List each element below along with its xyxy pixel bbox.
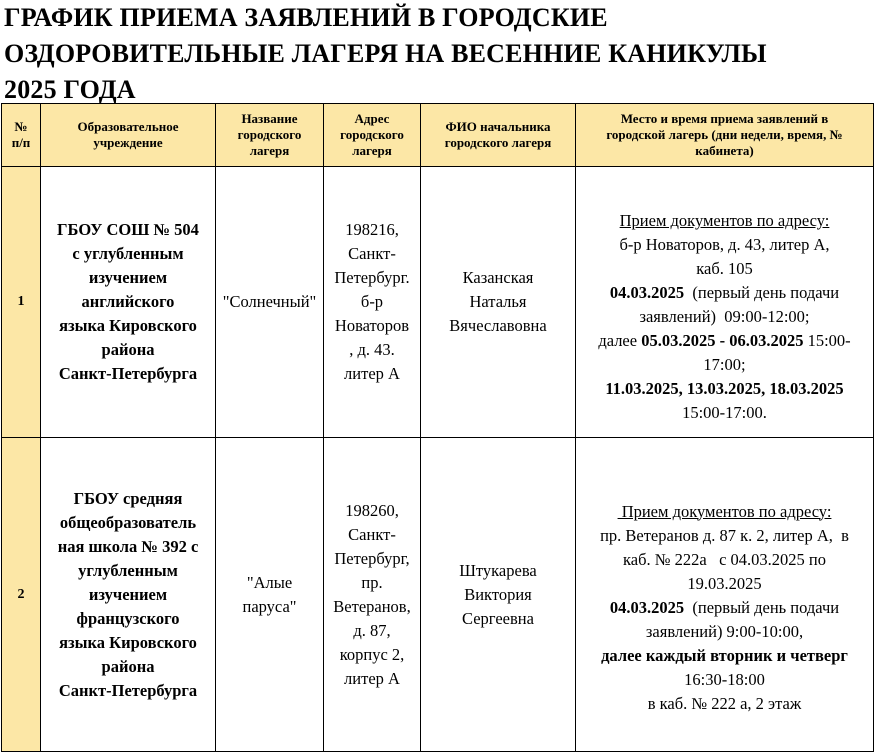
- school-line: ГБОУ средняя: [73, 488, 183, 508]
- school-line: с углубленным: [72, 244, 184, 263]
- head-name-line: Вячеславовна: [449, 316, 547, 335]
- address-line: пр.: [361, 572, 383, 592]
- address-line: Петербург,: [334, 548, 410, 568]
- school-line: языка Кировского: [59, 632, 197, 652]
- camp-name-cell: "Солнечный": [216, 167, 324, 438]
- school-line: общеобразователь: [59, 512, 197, 532]
- next-time: 15:00-: [803, 331, 851, 350]
- header-schedule: [576, 104, 874, 167]
- school-line: углубленным: [78, 560, 178, 580]
- header-text: Название: [241, 111, 298, 126]
- header-text: ФИО начальника: [445, 119, 551, 134]
- address-line: Санкт-: [348, 524, 396, 544]
- first-day-text: (первый день подачи: [684, 283, 840, 302]
- row-number: 1: [2, 167, 41, 438]
- schedule-room: каб. 105: [696, 259, 753, 278]
- address-line: 198260,: [345, 500, 399, 520]
- title-line-3: 2025 ГОДА: [4, 75, 136, 104]
- school-line: изучением: [88, 268, 168, 287]
- header-camp-head: [421, 104, 576, 167]
- address-line: 198216,: [345, 220, 399, 239]
- schedule-room-floor: в каб. № 222 а, 2 этаж: [647, 693, 802, 713]
- header-text: кабинета): [695, 143, 754, 158]
- head-name-line: Казанская: [462, 268, 534, 287]
- header-text: Адрес: [354, 111, 390, 126]
- header-text: лагеря: [249, 143, 290, 158]
- document-title: [4, 0, 872, 108]
- weekly-time: 16:30-18:00: [684, 669, 765, 689]
- header-text: городского лагеря: [444, 135, 552, 150]
- camp-address-cell: [324, 167, 421, 438]
- next-date-range: 05.03.2025 - 06.03.2025: [641, 331, 804, 350]
- first-day-date: 04.03.2025: [609, 283, 685, 302]
- first-day-text: (первый день подачи: [684, 597, 840, 617]
- camp-address-cell: [324, 438, 421, 752]
- schedule-extra-dates: [576, 377, 873, 401]
- school-line: английского: [81, 292, 175, 311]
- header-text: Образовательное: [77, 119, 179, 134]
- schedule-first-day: [576, 281, 873, 305]
- school-line: французского: [76, 608, 180, 628]
- address-line: литер А: [344, 364, 400, 383]
- header-text: п/п: [11, 135, 31, 150]
- header-text: лагеря: [352, 143, 392, 158]
- header-text: городской лагерь (дни недели, время, №: [606, 127, 843, 142]
- school-line: района: [101, 340, 155, 359]
- table-row: [2, 167, 874, 438]
- address-line: , д. 43.: [349, 340, 395, 359]
- camp-head-cell: [421, 167, 576, 438]
- schedule-end-date: 19.03.2025: [687, 573, 762, 593]
- schedule-cell: [576, 167, 874, 438]
- header-camp-name: [216, 104, 324, 167]
- camp-name-cell: [216, 438, 324, 752]
- schedule-next-days: [576, 329, 873, 353]
- school-line: Санкт-Петербурга: [58, 680, 198, 700]
- weekly-days: далее каждый вторник и четверг: [601, 645, 848, 665]
- address-line: Ветеранов,: [333, 596, 411, 616]
- first-day-time: заявлений) 9:00-10:00,: [645, 621, 804, 641]
- school-cell: [41, 438, 216, 752]
- title-line-2: ОЗДОРОВИТЕЛЬНЫЕ ЛАГЕРЯ НА ВЕСЕННИЕ КАНИКУЛЫ: [4, 39, 767, 68]
- title-line-1: ГРАФИК ПРИЕМА ЗАЯВЛЕНИЙ В ГОРОДСКИЕ: [4, 3, 608, 32]
- address-line: корпус 2,: [339, 644, 405, 664]
- school-line: Санкт-Петербурга: [58, 364, 198, 383]
- address-line: б-р: [360, 292, 384, 311]
- extra-time: 15:00-17:00.: [682, 403, 767, 422]
- head-name-line: Сергеевна: [462, 608, 534, 628]
- header-school: [41, 104, 216, 167]
- camp-name-line: "Алые: [246, 572, 293, 592]
- head-name-line: Штукарева: [459, 560, 537, 580]
- header-text: учреждение: [93, 135, 163, 150]
- schedule-address: пр. Ветеранов д. 87 к. 2, литер А, в: [600, 525, 849, 545]
- table-header-row: [2, 104, 874, 167]
- school-line: изучением: [88, 584, 168, 604]
- table-row: [2, 438, 874, 752]
- address-line: Петербург.: [334, 268, 410, 287]
- row-number: 2: [2, 438, 41, 752]
- header-text: №: [14, 119, 28, 134]
- school-line: ГБОУ СОШ № 504: [57, 220, 199, 239]
- next-prefix: далее: [598, 331, 642, 350]
- school-cell: [41, 167, 216, 438]
- header-text: городского: [340, 127, 404, 142]
- school-line: района: [101, 656, 155, 676]
- schedule-weekly: [576, 644, 873, 668]
- next-time-end: 17:00;: [703, 355, 746, 374]
- header-number: [2, 104, 41, 167]
- first-day-date: 04.03.2025: [609, 597, 685, 617]
- schedule-cell: [576, 438, 874, 752]
- schedule-intro: Прием документов по адресу:: [619, 211, 830, 230]
- address-line: литер А: [344, 668, 400, 688]
- schedule-room: каб. № 222а с 04.03.2025 по: [623, 549, 826, 569]
- schedule-intro: Прием документов по адресу:: [617, 501, 832, 521]
- address-line: Санкт-: [348, 244, 396, 263]
- header-text: городского: [237, 127, 302, 142]
- head-name-line: Виктория: [464, 584, 532, 604]
- extra-dates: 11.03.2025, 13.03.2025, 18.03.2025: [605, 379, 844, 398]
- schedule-table: [1, 103, 874, 752]
- schedule-address: б-р Новаторов, д. 43, литер А,: [619, 235, 830, 254]
- header-text: Место и время приема заявлений в: [620, 111, 829, 126]
- address-line: Новаторов: [334, 316, 410, 335]
- camp-name-line: паруса": [242, 596, 297, 616]
- camp-head-cell: [421, 438, 576, 752]
- schedule-first-day: [576, 596, 873, 620]
- header-camp-address: [324, 104, 421, 167]
- school-line: ная школа № 392 с: [57, 536, 199, 556]
- address-line: д. 87,: [353, 620, 391, 640]
- school-line: языка Кировского: [59, 316, 197, 335]
- first-day-time: заявлений) 09:00-12:00;: [639, 307, 810, 326]
- head-name-line: Наталья: [469, 292, 527, 311]
